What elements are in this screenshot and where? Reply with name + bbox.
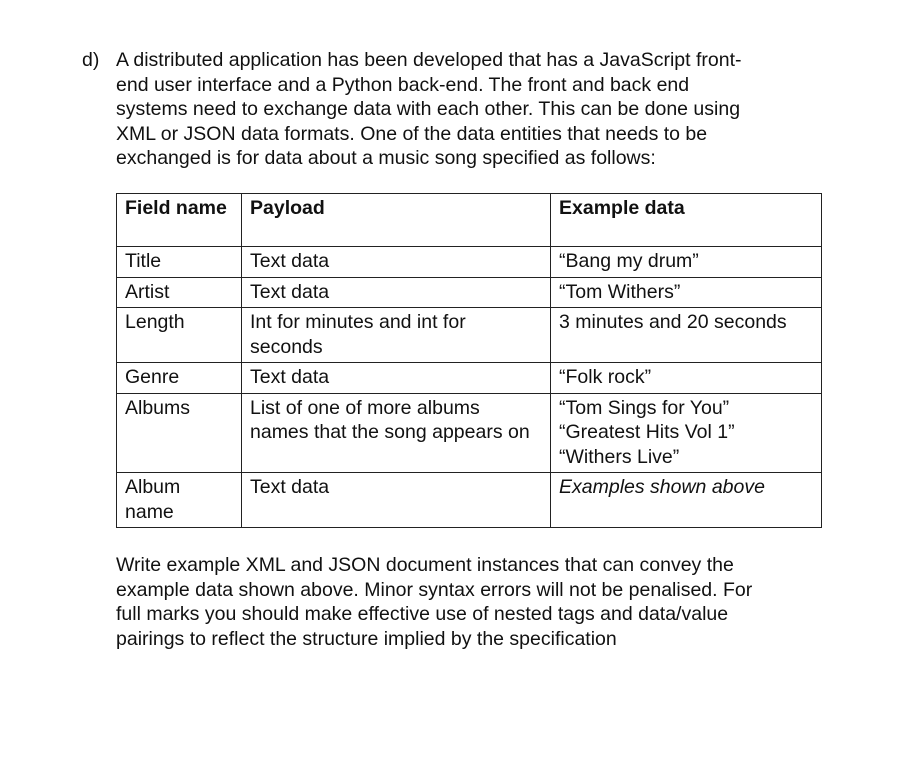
cell-payload: Text data: [242, 277, 551, 308]
cell-example: [551, 277, 822, 308]
table-row: [117, 363, 822, 394]
example-value: Examples shown above: [559, 476, 765, 498]
instruction-line: full marks you should make effective use of nested tags and data/value: [116, 603, 729, 625]
cell-payload: Text data: [242, 473, 551, 528]
example-value: “Bang my drum”: [559, 250, 699, 272]
cell-payload: Text data: [242, 247, 551, 278]
cell-field: Genre: [117, 363, 242, 394]
cell-payload: Int for minutes and int for seconds: [242, 308, 551, 363]
intro-line: systems need to exchange data with each other. This can be done using: [116, 98, 741, 120]
instruction-line: Write example XML and JSON document instances that can convey the: [116, 554, 734, 576]
cell-example: [551, 308, 822, 363]
example-value: “Withers Live”: [559, 445, 680, 468]
question-instructions: [116, 553, 822, 651]
cell-field: Length: [117, 308, 242, 363]
example-value: “Tom Sings for You”: [559, 396, 730, 419]
intro-line: exchanged is for data about a music song specified as follows:: [116, 147, 656, 169]
header-field-name: Field name: [117, 194, 242, 247]
example-value: 3 minutes and 20 seconds: [559, 311, 787, 333]
question-intro: [116, 48, 816, 171]
intro-line: XML or JSON data formats. One of the data entities that needs to be: [116, 122, 708, 145]
example-value: “Tom Withers”: [559, 280, 681, 303]
intro-line: end user interface and a Python back-end. The front and back end: [116, 73, 690, 96]
header-example-data: Example data: [551, 194, 822, 247]
header-payload: Payload: [242, 194, 551, 247]
cell-payload: Text data: [242, 363, 551, 394]
table-row: [117, 393, 822, 473]
example-value: “Folk rock”: [559, 366, 652, 388]
instruction-line: example data shown above. Minor syntax errors will not be penalised. For: [116, 578, 753, 601]
cell-payload: List of one of more albums names that the song appears on: [242, 393, 551, 473]
intro-line: A distributed application has been developed that has a JavaScript front-: [116, 49, 742, 71]
song-spec-table: [116, 193, 822, 528]
cell-field: Album name: [117, 473, 242, 528]
table-row: [117, 308, 822, 363]
table-row: [117, 277, 822, 308]
table-row: [117, 473, 822, 528]
table-row: [117, 247, 822, 278]
table-header-row: [117, 194, 822, 247]
cell-example: [551, 393, 822, 473]
question-label: d): [82, 49, 100, 71]
cell-field: Albums: [117, 393, 242, 473]
cell-field: Title: [117, 247, 242, 278]
cell-field: Artist: [117, 277, 242, 308]
cell-example: [551, 473, 822, 528]
cell-example: [551, 247, 822, 278]
instruction-line: pairings to reflect the structure implied by the specification: [116, 627, 617, 650]
cell-example: [551, 363, 822, 394]
example-value: “Greatest Hits Vol 1”: [559, 421, 735, 443]
